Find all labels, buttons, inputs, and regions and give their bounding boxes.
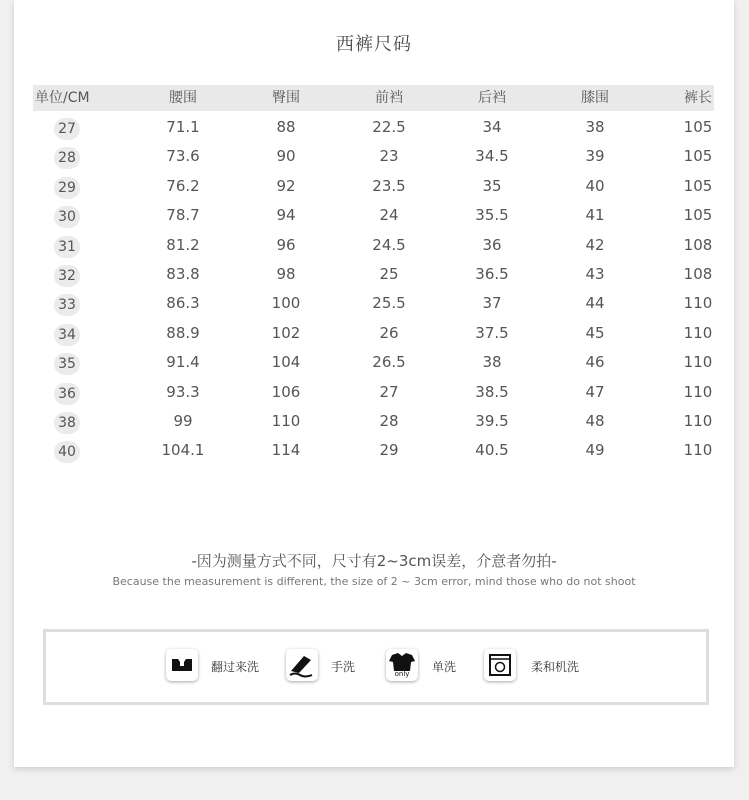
cell-hip: 106 — [271, 382, 301, 401]
cell-hip: 92 — [276, 176, 296, 195]
cell-back-rise: 38 — [482, 353, 502, 372]
size-badge: 33 — [54, 294, 80, 316]
cell-waist: 104.1 — [161, 441, 205, 460]
table-row — [33, 260, 714, 289]
table-row — [33, 319, 714, 348]
cell-back-rise: 39.5 — [475, 411, 509, 430]
cell-hip: 104 — [271, 353, 301, 372]
cell-knee: 49 — [585, 441, 605, 460]
cell-back-rise: 35.5 — [475, 206, 509, 225]
table-row — [33, 378, 714, 407]
cell-knee: 44 — [585, 294, 605, 313]
cell-length: 110 — [683, 441, 713, 460]
care-label: 柔和机洗 — [531, 660, 580, 674]
size-badge: 31 — [54, 236, 80, 258]
cell-front-rise: 24 — [379, 206, 399, 225]
cell-hip: 88 — [276, 118, 296, 136]
cell-back-rise: 35 — [482, 176, 502, 195]
size-table-body — [33, 113, 714, 466]
cell-knee: 39 — [585, 147, 605, 166]
cell-waist: 71.1 — [166, 118, 200, 136]
size-badge: 29 — [54, 177, 80, 199]
cell-knee: 43 — [585, 264, 605, 283]
table-row — [33, 289, 714, 318]
cell-waist: 93.3 — [166, 382, 200, 401]
cell-length: 110 — [683, 411, 713, 430]
care-label: 单洗 — [432, 660, 457, 674]
size-badge: 36 — [54, 383, 80, 405]
cell-length: 105 — [683, 147, 713, 166]
cell-back-rise: 38.5 — [475, 382, 509, 401]
header-back-rise: 后裆 — [478, 90, 506, 106]
cell-waist: 76.2 — [166, 176, 200, 195]
cell-length: 105 — [683, 118, 713, 136]
size-chart-card — [14, 0, 734, 767]
cell-back-rise: 40.5 — [475, 441, 509, 460]
cell-front-rise: 22.5 — [372, 118, 406, 136]
cell-front-rise: 28 — [379, 411, 399, 430]
cell-hip: 98 — [276, 264, 296, 283]
cell-length: 110 — [683, 353, 713, 372]
cell-knee: 40 — [585, 176, 605, 195]
table-header — [33, 85, 714, 111]
cell-length: 108 — [683, 264, 713, 283]
cell-length: 105 — [683, 176, 713, 195]
size-badge: 30 — [54, 206, 80, 228]
header-unit: 单位/CM — [35, 90, 90, 106]
cell-front-rise: 23 — [379, 147, 399, 166]
size-badge: 35 — [54, 353, 80, 375]
cell-front-rise: 26.5 — [372, 353, 406, 372]
gentle-machine-wash-icon — [484, 649, 516, 681]
cell-waist: 73.6 — [166, 147, 200, 166]
cell-waist: 88.9 — [166, 323, 200, 342]
cell-length: 110 — [683, 323, 713, 342]
header-front-rise: 前裆 — [375, 90, 403, 106]
cell-knee: 45 — [585, 323, 605, 342]
care-label: 手洗 — [331, 660, 356, 674]
wash-separately-text: only — [394, 670, 410, 678]
chart-title: 西裤尺码 — [336, 34, 412, 55]
care-label: 翻过来洗 — [211, 660, 260, 674]
cell-waist: 99 — [173, 411, 193, 430]
cell-hip: 96 — [276, 235, 296, 254]
size-badge: 32 — [54, 265, 80, 287]
measurement-note-cn: -因为测量方式不同，尺寸有2~3cm误差，介意者勿拍- — [191, 552, 557, 570]
cell-length: 108 — [683, 235, 713, 254]
cell-waist: 91.4 — [166, 353, 200, 372]
cell-back-rise: 36 — [482, 235, 502, 254]
inside-out-icon — [166, 649, 198, 681]
cell-waist: 81.2 — [166, 235, 200, 254]
table-row — [33, 436, 714, 465]
header-length: 裤长 — [684, 90, 712, 106]
cell-front-rise: 24.5 — [372, 235, 406, 254]
cell-hip: 102 — [271, 323, 301, 342]
cell-back-rise: 34.5 — [475, 147, 509, 166]
cell-knee: 48 — [585, 411, 605, 430]
table-row — [33, 201, 714, 230]
cell-hip: 90 — [276, 147, 296, 166]
cell-back-rise: 34 — [482, 118, 502, 136]
cell-front-rise: 26 — [379, 323, 399, 342]
size-badge: 38 — [54, 412, 80, 434]
cell-knee: 41 — [585, 206, 605, 225]
size-badge: 28 — [54, 147, 80, 169]
cell-front-rise: 25.5 — [372, 294, 406, 313]
cell-knee: 47 — [585, 382, 605, 401]
table-row — [33, 142, 714, 171]
size-badge: 40 — [54, 441, 80, 463]
cell-front-rise: 25 — [379, 264, 399, 283]
header-hip: 臀围 — [272, 90, 300, 106]
cell-hip: 114 — [271, 441, 301, 460]
size-badge: 34 — [54, 324, 80, 346]
table-row — [33, 231, 714, 260]
cell-back-rise: 37.5 — [475, 323, 509, 342]
care-instructions — [43, 629, 709, 705]
cell-hip: 94 — [276, 206, 296, 225]
cell-knee: 42 — [585, 235, 605, 254]
cell-hip: 110 — [271, 411, 301, 430]
header-knee: 膝围 — [581, 90, 609, 106]
cell-knee: 46 — [585, 353, 605, 372]
cell-hip: 100 — [271, 294, 301, 313]
hand-wash-icon — [286, 649, 318, 681]
measurement-note-en: Because the measurement is different, the size of 2 ~ 3cm error, mind those who do not shoot — [112, 575, 636, 588]
cell-front-rise: 27 — [379, 382, 399, 401]
cell-front-rise: 29 — [379, 441, 399, 460]
cell-waist: 86.3 — [166, 294, 200, 313]
cell-length: 105 — [683, 206, 713, 225]
table-row — [33, 113, 714, 142]
wash-separately-icon — [386, 649, 418, 681]
cell-back-rise: 37 — [482, 294, 502, 313]
cell-back-rise: 36.5 — [475, 264, 509, 283]
table-row — [33, 172, 714, 201]
table-row — [33, 407, 714, 436]
table-row — [33, 348, 714, 377]
cell-waist: 78.7 — [166, 206, 200, 225]
header-waist: 腰围 — [169, 90, 197, 106]
cell-knee: 38 — [585, 118, 605, 136]
cell-length: 110 — [683, 294, 713, 313]
size-badge: 27 — [54, 118, 80, 140]
cell-front-rise: 23.5 — [372, 176, 406, 195]
cell-waist: 83.8 — [166, 264, 200, 283]
cell-length: 110 — [683, 382, 713, 401]
